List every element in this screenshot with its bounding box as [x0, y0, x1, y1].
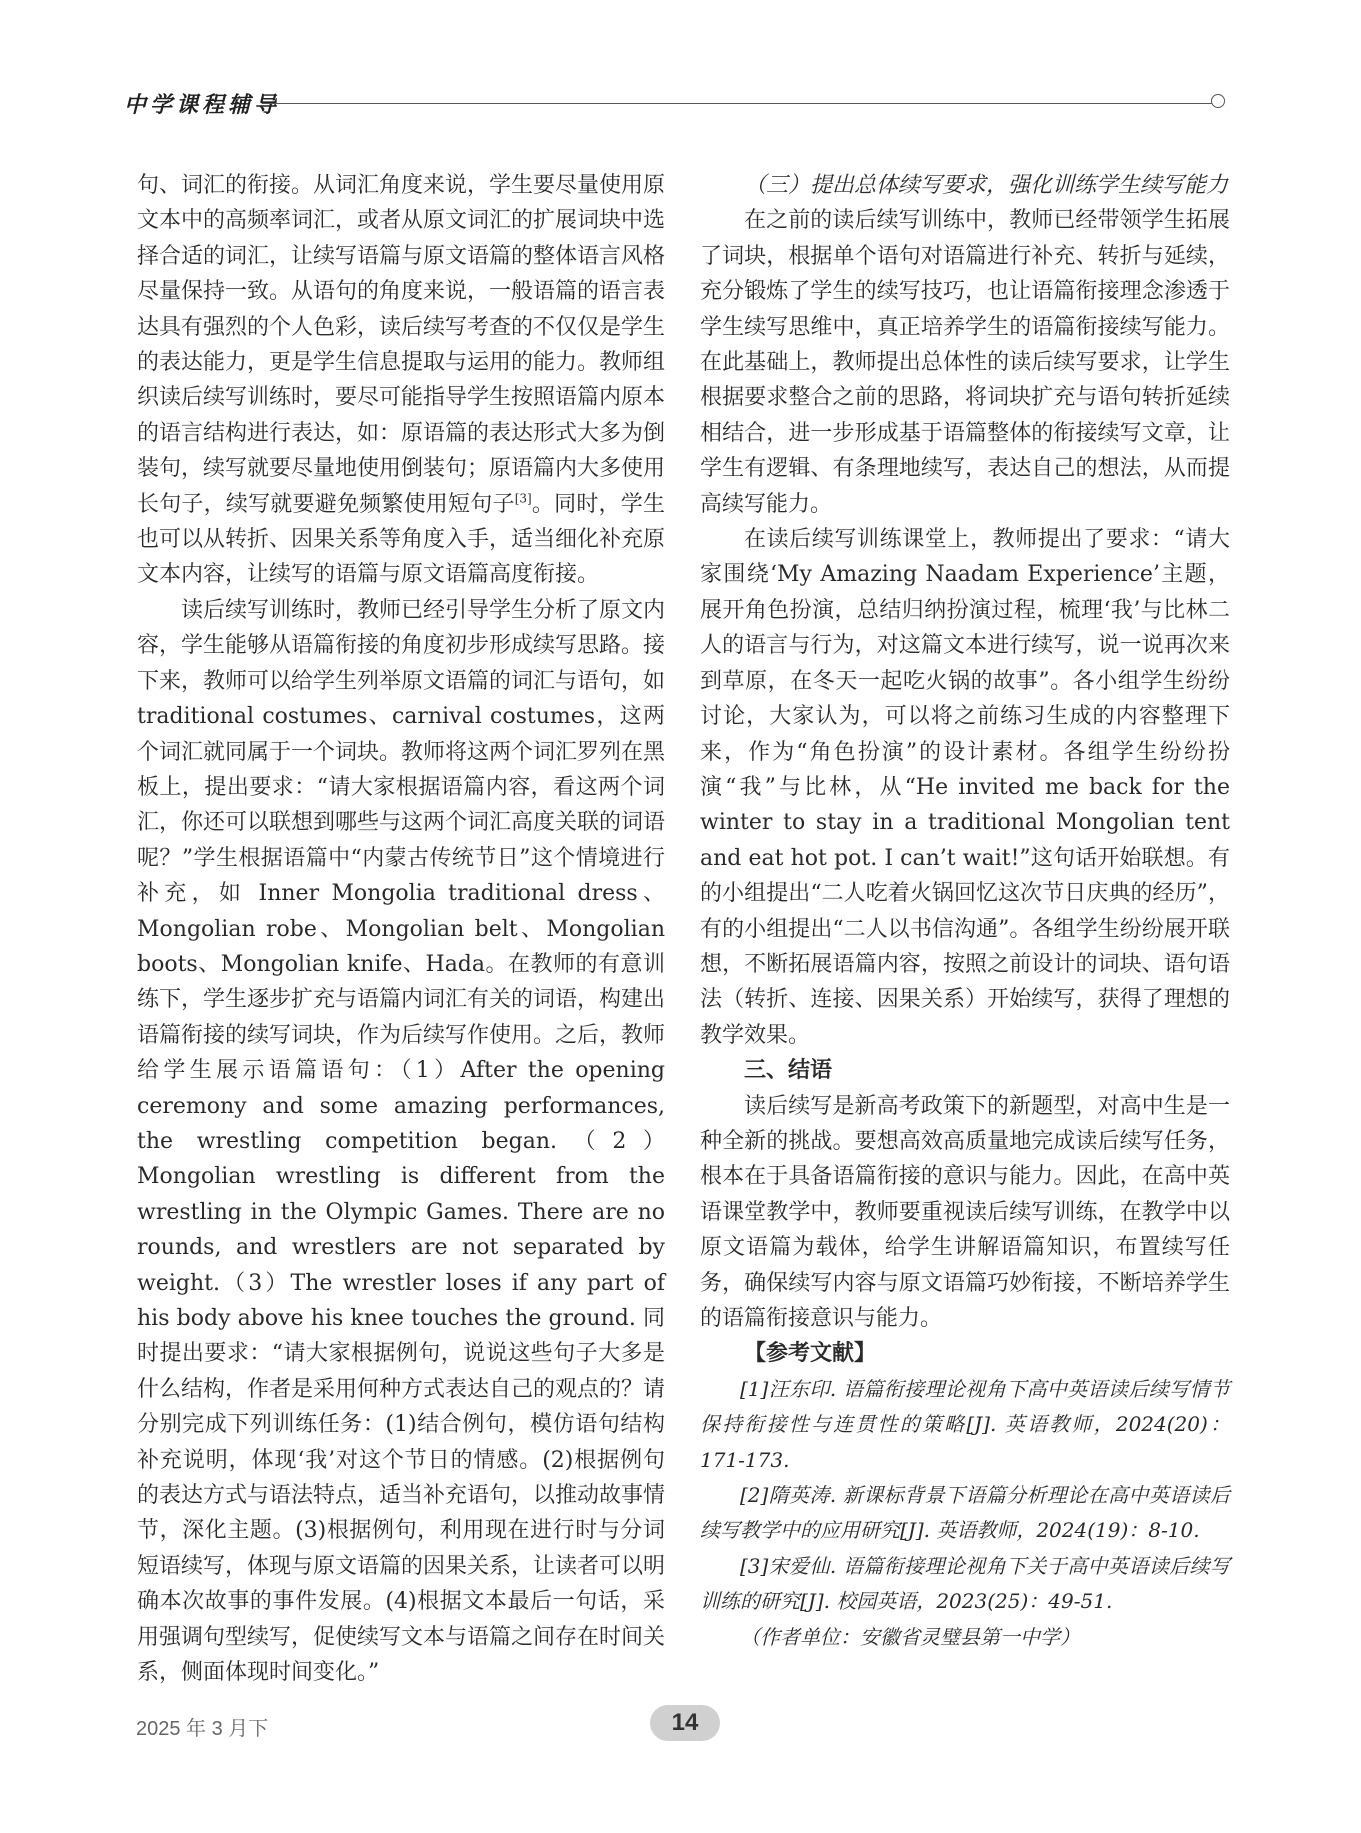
- left-paragraph-1: [137, 168, 665, 593]
- right-paragraph-1: 在之前的读后续写训练中，教师已经带领学生拓展了词块，根据单个语句对语篇进行补充、转折与延续，充分锻炼了学生的续写技巧，也让语篇衔接理念渗透于学生续写思维中，真正培养学生的语篇衔接续写能力。在此基础上，教师提出总体性的读后续写要求，让学生根据要求整合之前的思路，将词块扩充与语句转折延续相结合，进一步形成基于语篇整体的衔接续写文章，让学生有逻辑、有条理地续写，表达自己的想法，从而提高续写能力。: [700, 208, 1230, 517]
- left-paragraph-1-tail: 。同时，学生也可以从转折、因果关系等角度入手，适当细化补充原文本内容，让续写的语篇与原文语篇高度衔接。: [137, 491, 666, 588]
- footer-date: 2025 年 3 月下: [136, 1718, 269, 1740]
- left-column: [137, 168, 665, 1690]
- subheading: （三）提出总体续写要求，强化训练学生续写能力: [744, 173, 1229, 198]
- page-number-badge: [650, 1705, 720, 1741]
- page-number: 14: [671, 1709, 699, 1736]
- header-rule: [262, 103, 1212, 104]
- reference-item: [3]宋爱仙. 语篇衔接理论视角下关于高中英语读后续写训练的研究[J]. 校园英语，2023(25)：49-51.: [700, 1553, 1230, 1614]
- left-paragraph-2: 读后续写训练时，教师已经引导学生分析了原文内容，学生能够从语篇衔接的角度初步形成续写思路。接下来，教师可以给学生列举原文语篇的词汇与语句，如 traditional costumes、carnival costumes，这两个词汇就同属于一个词块。教师将这两个词汇罗列在黑板上，提出要求：“请大家根据语篇内容，看这两个词汇，你还可以联想到哪些与这两个词汇高度关联的词语呢？”学生根据语篇中“内蒙古传统节日”这个情境进行补充，如 Inner Mongolia traditional dress、Mongolian robe、Mongolian belt、Mongolian boots、Mongolian knife、Hada。在教师的有意训练下，学生逐步扩充与语篇内词汇有关的词语，构建出语篇衔接的续写词块，作为后续写作使用。之后，教师给学生展示语篇语句：（1）After the opening ceremony and some amazing performances, the wrestling competition began.（2）Mongolian wrestling is different from the wrestling in the Olympic Games. There are no rounds, and wrestlers are not separated by weight.（3）The wrestler loses if any part of his body above his knee touches the ground. 同时提出要求：“请大家根据例句，说说这些句子大多是什么结构，作者是采用何种方式表达自己的观点的？请分别完成下列训练任务：(1)结合例句，模仿语句结构补充说明，体现‘我’对这个节日的情感。(2)根据例句的表达方式与语法特点，适当补充语句，以推动故事情节，深化主题。(3)根据例句，利用现在进行时与分词短语续写，体现与原文语篇的因果关系，让读者可以明确本次故事的事件发展。(4)根据文本最后一句话，采用强调句型续写，促使续写文本与语篇之间存在时间关系，侧面体现时间变化。”: [137, 597, 666, 1686]
- left-paragraph-1-text: 句、词汇的衔接。从词汇角度来说，学生要尽量使用原文本中的高频率词汇，或者从原文词汇的扩展词块中选择合适的词汇，让续写语篇与原文语篇的整体语言风格尽量保持一致。从语句的角度来说，一般语篇的语言表达具有强烈的个人色彩，读后续写考查的不仅仅是学生的表达能力，更是学生信息提取与运用的能力。教师组织读后续写训练时，要尽可能指导学生按照语篇内原本的语言结构进行表达，如：原语篇的表达形式大多为倒装句，续写就要尽量地使用倒装句；原语篇内大多使用长句子，续写就要避免频繁使用短句子: [137, 173, 666, 517]
- references-title: 【参考文献】: [744, 1340, 877, 1367]
- reference-item: [1]汪东印. 语篇衔接理论视角下高中英语读后续写情节保持衔接性与连贯性的策略[J]. 英语教师，2024(20)：171-173.: [700, 1376, 1230, 1472]
- header-journal-title: 中学课程辅导: [124, 92, 281, 118]
- header-circle-ornament: [1211, 94, 1225, 108]
- citation-marker: [3]: [514, 491, 532, 506]
- section-title: 三、结语: [744, 1057, 833, 1084]
- author-affiliation: （作者单位：安徽省灵璧县第一中学）: [740, 1624, 1080, 1649]
- right-paragraph-2: 在读后续写训练课堂上，教师提出了要求：“请大家围绕‘My Amazing Naadam Experience’主题，展开角色扮演，总结归纳扮演过程，梳理‘我’与比林二人的语言与行为，对这篇文本进行续写，说一说再次来到草原，在冬天一起吃火锅的故事”。各小组学生纷纷讨论，大家认为，可以将之前练习生成的内容整理下来，作为“角色扮演”的设计素材。各组学生纷纷扮演“我”与比林，从“He invited me back for the winter to stay in a traditional Mongolian tent and eat hot pot. I can’t wait!”这句话开始联想。有的小组提出“二人吃着火锅回忆这次节日庆典的经历”，有的小组提出“二人以书信沟通”。各组学生纷纷展开联想，不断拓展语篇内容，按照之前设计的词块、语句语法（转折、连接、因果关系）开始续写，获得了理想的教学效果。: [700, 527, 1230, 1048]
- reference-item: [2]隋英涛. 新课标背景下语篇分析理论在高中英语读后续写教学中的应用研究[J]. 英语教师，2024(19)：8-10.: [700, 1483, 1230, 1543]
- right-column: [700, 168, 1230, 1655]
- right-paragraph-3: 读后续写是新高考政策下的新题型，对高中生是一种全新的挑战。要想高效高质量地完成读后续写任务，根本在于具备语篇衔接的意识与能力。因此，在高中英语课堂教学中，教师要重视读后续写训练，在教学中以原文语篇为载体，给学生讲解语篇知识，布置续写任务，确保续写内容与原文语篇巧妙衔接，不断培养学生的语篇衔接意识与能力。: [700, 1093, 1230, 1331]
